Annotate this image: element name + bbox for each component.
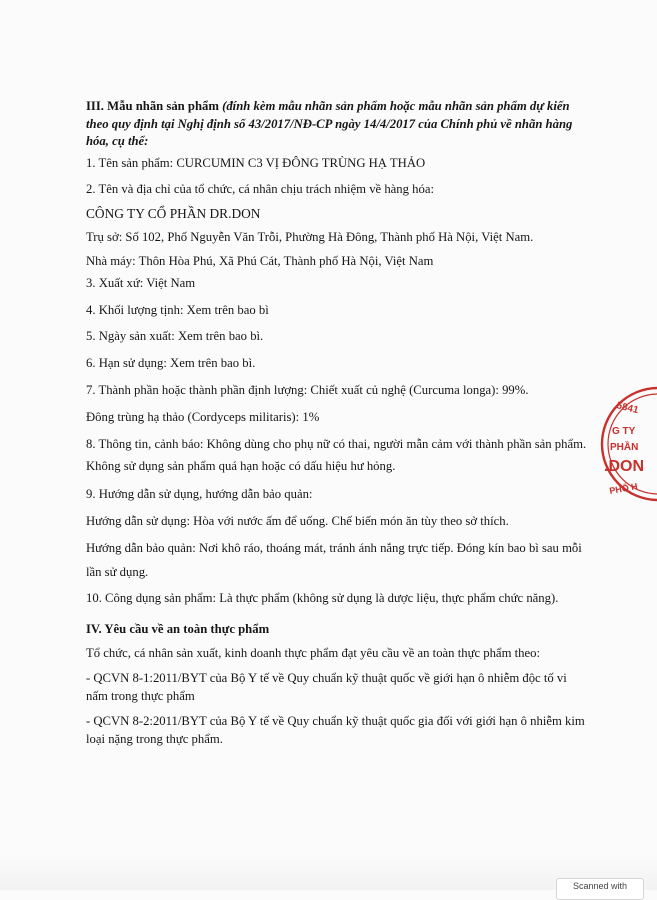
qcvn-1-line1: - QCVN 8-1:2011/BYT của Bộ Y tế về Quy chuẩn kỹ thuật quốc về giới hạn ô nhiễm độc tố vi xyxy=(86,671,567,685)
usage: Hướng dẫn sử dụng: Hòa với nước ấm để uống. Chế biến món ăn tùy theo sở thích. xyxy=(86,514,509,528)
guide-heading: 9. Hướng dẫn sử dụng, hướng dẫn bảo quản: xyxy=(86,487,313,501)
company-name: CÔNG TY CỔ PHẦN DR.DON xyxy=(86,206,261,221)
stamp-line4: PHỐ H xyxy=(608,481,639,496)
stamp-seal xyxy=(596,384,657,504)
section3-heading xyxy=(86,98,586,151)
net-weight: 4. Khối lượng tịnh: Xem trên bao bì xyxy=(86,303,269,317)
stamp-line1: G TY xyxy=(612,426,636,437)
qcvn-2-line2: loại nặng trong thực phẩm. xyxy=(86,732,223,746)
section3-title: III. Mẫu nhãn sản phẩm xyxy=(86,99,219,113)
company-stamp xyxy=(596,384,657,504)
product-name: 1. Tên sản phẩm: CURCUMIN C3 VỊ ĐÔNG TRÙNG HẠ THẢO xyxy=(86,156,426,170)
section4-title: IV. Yêu cầu về an toàn thực phẩm xyxy=(86,622,270,636)
factory-address: Nhà máy: Thôn Hòa Phú, Xã Phú Cát, Thành phố Hà Nội, Việt Nam xyxy=(86,254,434,268)
ingredient-2: Đông trùng hạ thảo (Cordyceps militaris): 1% xyxy=(86,410,320,424)
expiry: 6. Hạn sử dụng: Xem trên bao bì. xyxy=(86,356,256,370)
ingredients: 7. Thành phần hoặc thành phần định lượng: Chiết xuất củ nghệ (Curcuma longa): 99%. xyxy=(86,383,529,397)
origin: 3. Xuất xứ: Việt Nam xyxy=(86,276,196,290)
stamp-line2: PHẦN xyxy=(610,442,639,453)
storage-1: Hướng dẫn bảo quản: Nơi khô ráo, thoáng mát, tránh ánh nắng trực tiếp. Đóng kín bao bì sau mỗi xyxy=(86,541,582,555)
mfg-date: 5. Ngày sản xuất: Xem trên bao bì. xyxy=(86,329,264,343)
storage-2: lần sử dụng. xyxy=(86,565,149,579)
qcvn-1-line2: nấm trong thực phẩm xyxy=(86,689,195,703)
stamp-line3: .DON xyxy=(604,458,644,475)
stamp-code: 5841 xyxy=(615,400,640,417)
head-office: Trụ sở: Số 102, Phố Nguyễn Văn Trỗi, Phường Hà Đông, Thành phố Hà Nội, Việt Nam. xyxy=(86,230,534,244)
warning-1: 8. Thông tin, cảnh báo: Không dùng cho phụ nữ có thai, người mẫn cảm với thành phần sản phẩm. xyxy=(86,437,587,451)
purpose: 10. Công dụng sản phẩm: Là thực phẩm (không sử dụng là dược liệu, thực phẩm chức năng). xyxy=(86,591,559,605)
scanned-watermark: Scanned with xyxy=(556,878,644,900)
qcvn-2-line1: - QCVN 8-2:2011/BYT của Bộ Y tế về Quy chuẩn kỹ thuật quốc gia đối với giới hạn ô nhiễm kim xyxy=(86,714,585,728)
section3-note: (đính kèm mẫu nhãn sản phẩm hoặc mẫu nhãn sản phẩm dự kiến theo quy định tại Nghị định số 43/2017/NĐ-CP ngày 14/4/2017 của Chính phủ về nhãn hàng hóa, cụ thể: xyxy=(86,99,573,148)
warning-2: Không sử dụng sản phẩm quá hạn hoặc có dấu hiệu hư hỏng. xyxy=(86,459,396,473)
section4-intro: Tổ chức, cá nhân sản xuất, kinh doanh thực phẩm đạt yêu cầu về an toàn thực phẩm theo: xyxy=(86,646,540,660)
org-heading: 2. Tên và địa chỉ của tổ chức, cá nhân chịu trách nhiệm về hàng hóa: xyxy=(86,182,435,196)
